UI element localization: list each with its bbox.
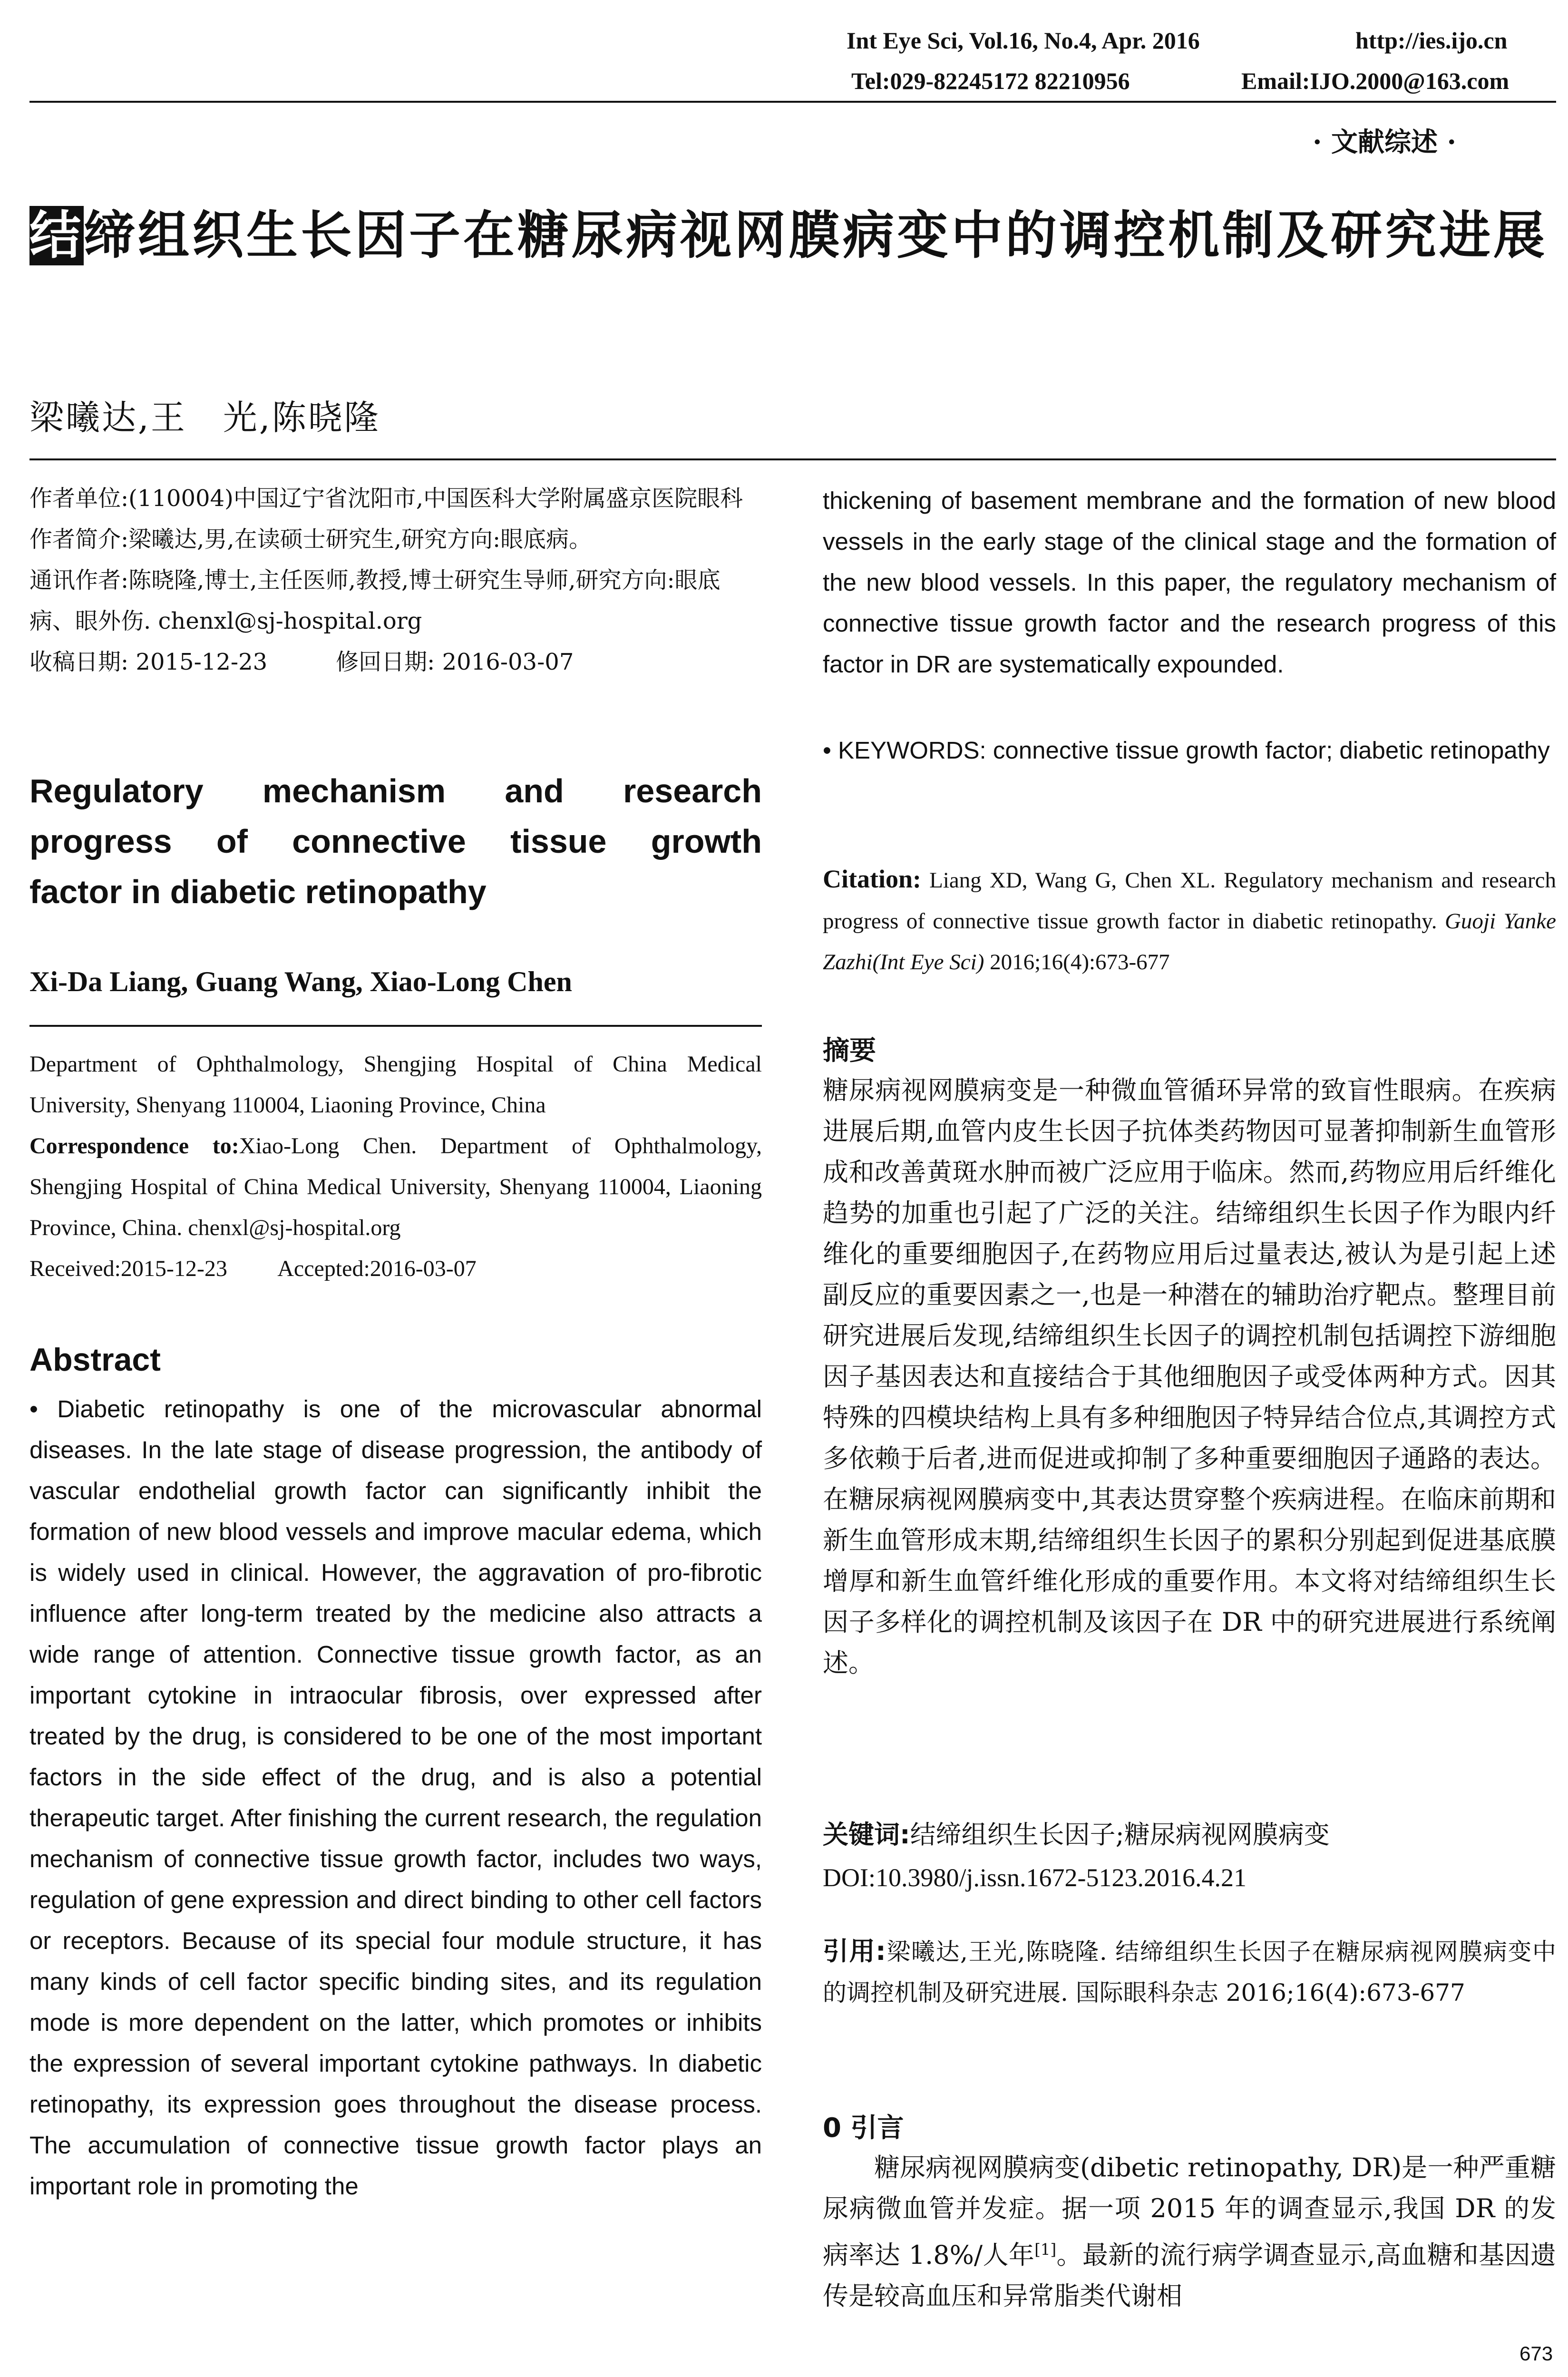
cn-citation: [823, 1931, 1556, 2013]
citation-en: [823, 858, 1556, 983]
received-accepted: Received:2015-12-23 Accepted:2016-03-07: [29, 1256, 477, 1281]
title-first-char: 结: [29, 206, 84, 265]
affiliation-dept: Department of Ophthalmology, Shengjing Hospital of China Medical University, Shenyang 110004, Liaoning Province, China: [29, 1052, 762, 1118]
doi: DOI:10.3980/j.issn.1672-5123.2016.4.21: [823, 1863, 1247, 1892]
abstract-heading: Abstract: [29, 1342, 161, 1378]
cn-abstract-heading: 摘要: [823, 1035, 876, 1066]
english-title-line-1: Regulatory mechanism and research: [29, 772, 762, 809]
section-tag: · 文献综述 ·: [1313, 127, 1456, 158]
article-title: [29, 200, 1556, 272]
page-number: 673: [1519, 2342, 1553, 2365]
title-rule: [29, 458, 1556, 460]
intro-text-before: 糖尿病视网膜病变(dibetic retinopathy, DR)是一种严重糖尿病微血管并发症。据一项 2015 年的调查显示,我国 DR 的发病率达 1.8%/人年: [823, 2153, 1556, 2270]
author-unit: 作者单位:(110004)中国辽宁省沈阳市,中国医科大学附属盛京医院眼科: [29, 485, 743, 512]
header-rule: [29, 101, 1556, 103]
abstract-part-1: • Diabetic retinopathy is one of the microvascular abnormal diseases. In the late stage of disease progression, the antibody of vascular endothelial growth factor can significantly inhibit the formation of new blood vessels and improve macular edema, which is widely used in clinical. However, the aggravation of pro-fibrotic influence after long-term treated by the medicine also attracts a wide range of attention. Connective tissue growth factor, as an important cytokine in intraocular fibrosis, over expressed after treated by the drug, is considered to be one of the most important factors in the side effect of the drug, and is also a potential therapeutic target. After finishing the current research, the regulation mechanism of connective tissue growth factor, includes two ways, regulation of gene expression and direct binding to other cell factors or receptors. Because of its special four module structure, it has many kinds of cell factor specific binding sites, and its regulation mode is more dependent on the latter, which promotes or inhibits the expression of several important cytokine pathways. In diabetic retinopathy, its expression goes throughout the disease process. The accumulation of connective tissue growth factor plays an important role in promoting the: [29, 1395, 762, 2200]
cn-keywords: [823, 1814, 1556, 1855]
authors-rule: [29, 1025, 762, 1027]
info-cn: [29, 478, 762, 682]
cn-keywords-label: 关键词:: [823, 1820, 910, 1850]
author-bio: 作者简介:梁曦达,男,在读硕士研究生,研究方向:眼底病。: [29, 526, 592, 553]
cn-citation-label: 引用:: [823, 1936, 886, 1966]
corresponding-author: 通讯作者:陈晓隆,博士,主任医师,教授,博士研究生导师,研究方向:眼底病、眼外伤. chenxl@sj-hospital.org: [29, 567, 721, 634]
citation-text: Liang XD, Wang G, Chen XL. Regulatory mechanism and research progress of connective tissue growth factor in diabetic retinopathy.: [823, 868, 1556, 934]
intro-text: [823, 2147, 1556, 2317]
reference-1[interactable]: [1]: [1034, 2241, 1057, 2259]
affiliation: [29, 1044, 762, 1289]
intro-text-after: 。最新的流行病学调查显示,高血糖和基因遗传是较高血压和异常脂类代谢相: [823, 2240, 1557, 2311]
journal-url: http://ies.ijo.cn: [1355, 27, 1508, 54]
keywords-en: • KEYWORDS: connective tissue growth factor; diabetic retinopathy: [823, 737, 1550, 764]
intro-heading: 0 引言: [823, 2113, 904, 2143]
cn-keywords-text: 结缔组织生长因子;糖尿病视网膜病变: [910, 1820, 1330, 1850]
cn-citation-text: 梁曦达,王光,陈晓隆. 结缔组织生长因子在糖尿病视网膜病变中的调控机制及研究进展. 国际眼科杂志 2016;16(4):673-677: [823, 1938, 1556, 2007]
dates-cn: 收稿日期: 2015-12-23 修回日期: 2016-03-07: [29, 649, 574, 675]
english-title: [29, 766, 762, 917]
cn-abstract-text: 糖尿病视网膜病变是一种微血管循环异常的致盲性眼病。在疾病进展后期,血管内皮生长因子抗体类药物因可显著抑制新生血管形成和改善黄斑水肿而被广泛应用于临床。然而,药物应用后纤维化趋势的加重也引起了广泛的关注。结缔组织生长因子作为眼内纤维化的重要细胞因子,在药物应用后过量表达,被认为是引起上述副反应的重要因素之一,也是一种潜在的辅助治疗靶点。整理目前研究进展后发现,结缔组织生长因子的调控机制包括调控下游细胞因子基因表达和直接结合于其他细胞因子或受体两种方式。因其特殊的四模块结构上具有多种细胞因子特异结合位点,其调控方式多依赖于后者,进而促进或抑制了多种重要细胞因子通路的表达。在糖尿病视网膜病变中,其表达贯穿整个疾病进程。在临床前期和新生血管形成末期,结缔组织生长因子的累积分别起到促进基底膜增厚和新生血管纤维化形成的重要作用。本文将对结缔组织生长因子多样化的调控机制及该因子在 DR 中的研究进展进行系统阐述。: [823, 1075, 1556, 1678]
corr-label: Correspondence to:: [29, 1133, 239, 1159]
english-authors: Xi-Da Liang, Guang Wang, Xiao-Long Chen: [29, 966, 572, 997]
abstract-part-2: thickening of basement membrane and the formation of new blood vessels in the early stage of the clinical stage and the formation of the new blood vessels. In this paper, the regulatory mechanism of connective tissue growth factor and the research progress of this factor in DR are systematically expounded.: [823, 487, 1556, 678]
affiliation-corr: [29, 1126, 762, 1248]
journal-info: Int Eye Sci, Vol.16, No.4, Apr. 2016: [847, 27, 1200, 54]
english-title-line-3: factor in diabetic retinopathy: [29, 873, 487, 910]
title-rest: 缔组织生长因子在糖尿病视网膜病变中的调控机制及研究进展: [84, 206, 1548, 265]
english-title-line-2: progress of connective tissue growth: [29, 823, 762, 860]
corr-text: Xiao-Long Chen. Department of Ophthalmology, Shengjing Hospital of China Medical University, Shenyang 110004, Liaoning Province, China. chenxl@sj-hospital.org: [29, 1133, 762, 1240]
citation-label: Citation:: [823, 865, 921, 893]
citation-journal: Guoji Yanke Zazhi(Int Eye Sci): [823, 909, 1557, 974]
journal-email: Email:IJO.2000@163.com: [1241, 68, 1510, 94]
journal-tel: Tel:029-82245172 82210956: [851, 68, 1130, 94]
citation-tail: 2016;16(4):673-677: [990, 950, 1170, 974]
authors-cn: 梁曦达,王 光,陈晓隆: [29, 398, 380, 438]
